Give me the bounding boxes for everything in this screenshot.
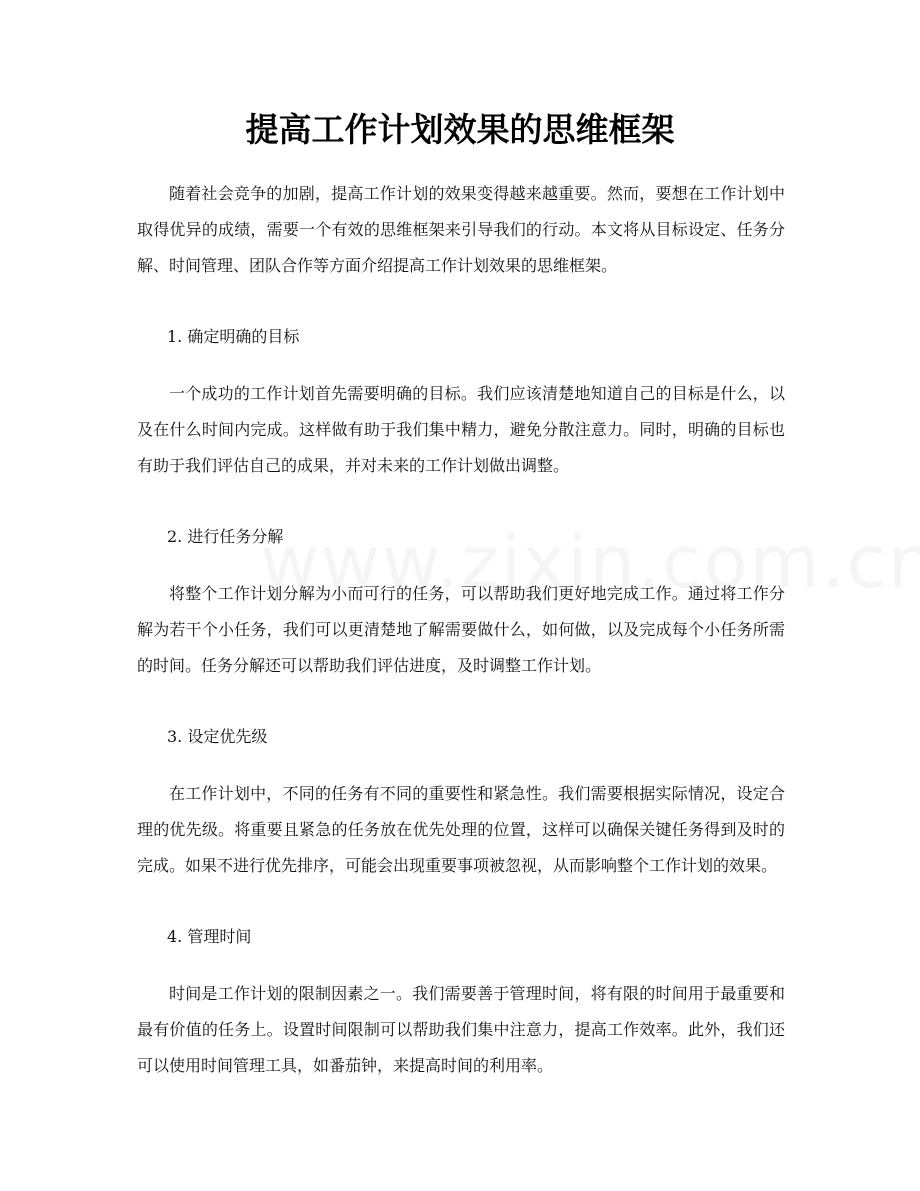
- section-paragraph: 将整个工作计划分解为小而可行的任务，可以帮助我们更好地完成工作。通过将工作分解为若干个小任务，我们可以更清楚地了解需要做什么，如何做，以及完成每个小任务所需的时间。任务分解还可以帮助我们评估进度，及时调整工作计划。: [137, 584, 785, 675]
- section-heading: 3. 设定优先级: [167, 727, 268, 746]
- section-heading: 4. 管理时间: [167, 927, 252, 946]
- section-paragraph: 在工作计划中，不同的任务有不同的重要性和紧急性。我们需要根据实际情况，设定合理的优先级。将重要且紧急的任务放在优先处理的位置，这样可以确保关键任务得到及时的完成。如果不进行优先排序，可能会出现重要事项被忽视，从而影响整个工作计划的效果。: [137, 784, 785, 875]
- section-paragraph: 一个成功的工作计划首先需要明确的目标。我们应该清楚地知道自己的目标是什么，以及在什么时间内完成。这样做有助于我们集中精力，避免分散注意力。同时，明确的目标也有助于我们评估自己的成果，并对未来的工作计划做出调整。: [137, 384, 785, 475]
- page-title: 提高工作计划效果的思维框架: [245, 110, 675, 149]
- section-heading: 2. 进行任务分解: [167, 527, 284, 546]
- document-body: [137, 176, 785, 1119]
- intro-paragraph: 随着社会竞争的加剧，提高工作计划的效果变得越来越重要。然而，要想在工作计划中取得优异的成绩，需要一个有效的思维框架来引导我们的行动。本文将从目标设定、任务分解、时间管理、团队合作等方面介绍提高工作计划效果的思维框架。: [137, 184, 785, 275]
- section-heading: 1. 确定明确的目标: [167, 327, 300, 346]
- section-paragraph: 时间是工作计划的限制因素之一。我们需要善于管理时间，将有限的时间用于最重要和最有价值的任务上。设置时间限制可以帮助我们集中注意力，提高工作效率。此外，我们还可以使用时间管理工具，如番茄钟，来提高时间的利用率。: [137, 984, 785, 1075]
